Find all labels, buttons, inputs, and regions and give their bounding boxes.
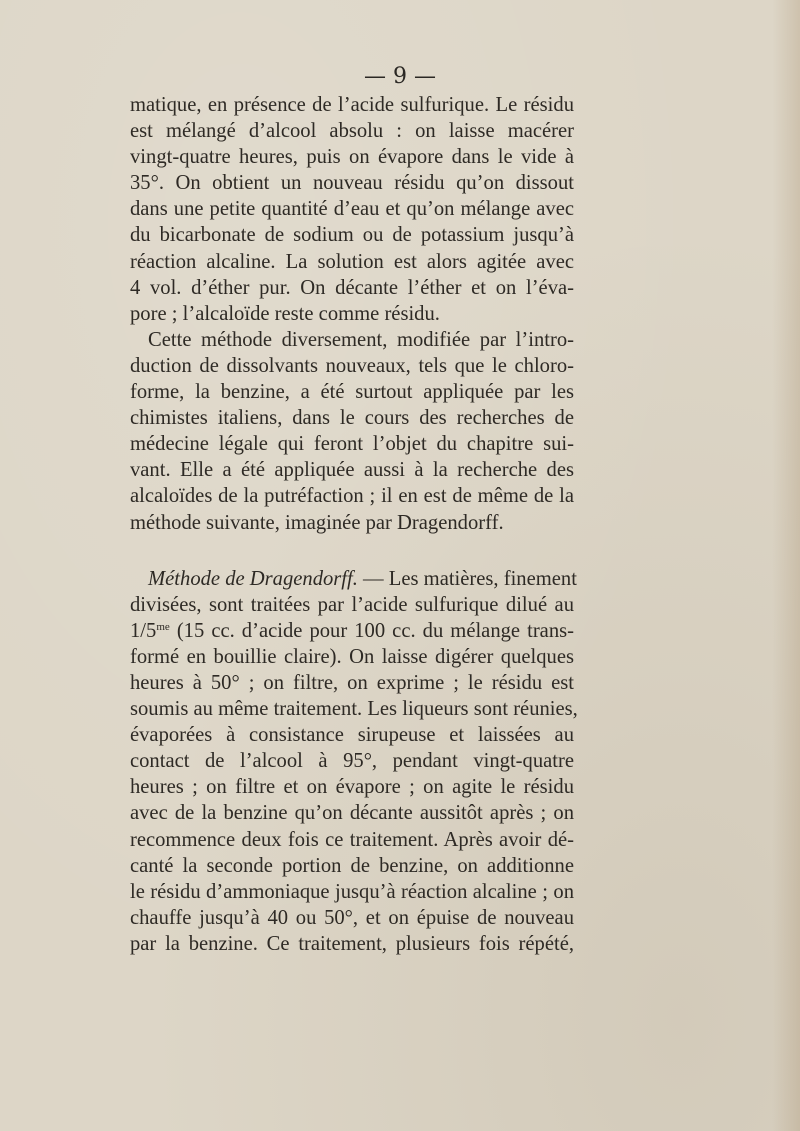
- text-line: canté la seconde portion de benzine, on additionne: [130, 854, 574, 877]
- text-line: alcaloïdes de la putréfaction ; il en est de même de la: [130, 485, 574, 508]
- paragraph-2: [130, 327, 574, 536]
- text-line: le résidu d’ammoniaque jusqu’à réaction alcaline ; on: [130, 880, 574, 903]
- text-line: vant. Elle a été appliquée aussi à la recherche des: [130, 459, 574, 482]
- page-edge-shadow: [772, 0, 800, 1131]
- text-line: chimistes italiens, dans le cours des recherches de: [130, 407, 574, 430]
- text-line: divisées, sont traitées par l’acide sulfurique dilué au: [130, 593, 574, 616]
- text-line: est mélangé d’alcool absolu : on laisse macérer: [130, 120, 574, 143]
- text-line: évaporées à consistance sirupeuse et laissées au: [130, 724, 574, 747]
- heading-continuation: — Les matières, finement: [357, 567, 577, 590]
- text-line: matique, en présence de l’acide sulfurique. Le résidu: [130, 94, 574, 116]
- body-text: [130, 92, 578, 957]
- text-line: par la benzine. Ce traitement, plusieurs fois répété,: [130, 932, 574, 955]
- line-continuation: (15 cc. d’acide pour 100 cc. du mélange trans-: [169, 619, 574, 642]
- section-gap: [130, 536, 574, 566]
- text-line: 4 vol. d’éther pur. On décante l’éther et on l’éva-: [130, 276, 574, 299]
- text-line: recommence deux fois ce traitement. Après avoir dé-: [130, 828, 574, 851]
- text-line: [130, 566, 577, 592]
- text-line: méthode suivante, imaginée par Dragendorff.: [130, 511, 504, 534]
- paragraph-3: [130, 566, 578, 957]
- text-line: duction de dissolvants nouveaux, tels que le chloro-: [130, 354, 574, 377]
- text-line: avec de la benzine qu’on décante aussitôt après ; on: [130, 802, 574, 825]
- text-line: soumis au même traitement. Les liqueurs sont réunies,: [130, 698, 578, 721]
- text-line: chauffe jusqu’à 40 ou 50°, et on épuise de nouveau: [130, 906, 574, 929]
- text-line: formé en bouillie claire). On laisse digérer quelques: [130, 645, 574, 668]
- text-line: heures à 50° ; on filtre, on exprime ; le résidu est: [130, 671, 574, 694]
- text-line: du bicarbonate de sodium ou de potassium jusqu’à: [130, 224, 574, 247]
- text-line: [130, 618, 574, 644]
- fraction: 1/5: [130, 619, 157, 642]
- text-line: contact de l’alcool à 95°, pendant vingt-quatre: [130, 750, 574, 773]
- text-line: réaction alcaline. La solution est alors agitée avec: [130, 250, 574, 273]
- text-line: pore ; l’alcaloïde reste comme résidu.: [130, 302, 440, 325]
- text-line: dans une petite quantité d’eau et qu’on mélange avec: [130, 198, 574, 221]
- paragraph-1: [130, 92, 574, 327]
- page-number: — 9 —: [364, 64, 436, 89]
- text-line: heures ; on filtre et on évapore ; on agite le résidu: [130, 776, 574, 799]
- text-line: 35°. On obtient un nouveau résidu qu’on dissout: [130, 172, 574, 195]
- superscript: me: [156, 620, 170, 633]
- text-line: forme, la benzine, a été surtout appliquée par les: [130, 381, 574, 404]
- text-line: médecine légale qui feront l’objet du chapitre sui-: [130, 433, 574, 456]
- text-line: Cette méthode diversement, modifiée par l’intro-: [148, 328, 574, 351]
- text-line: vingt-quatre heures, puis on évapore dans le vide à: [130, 146, 574, 169]
- section-heading: Méthode de Dragendorff.: [148, 567, 358, 590]
